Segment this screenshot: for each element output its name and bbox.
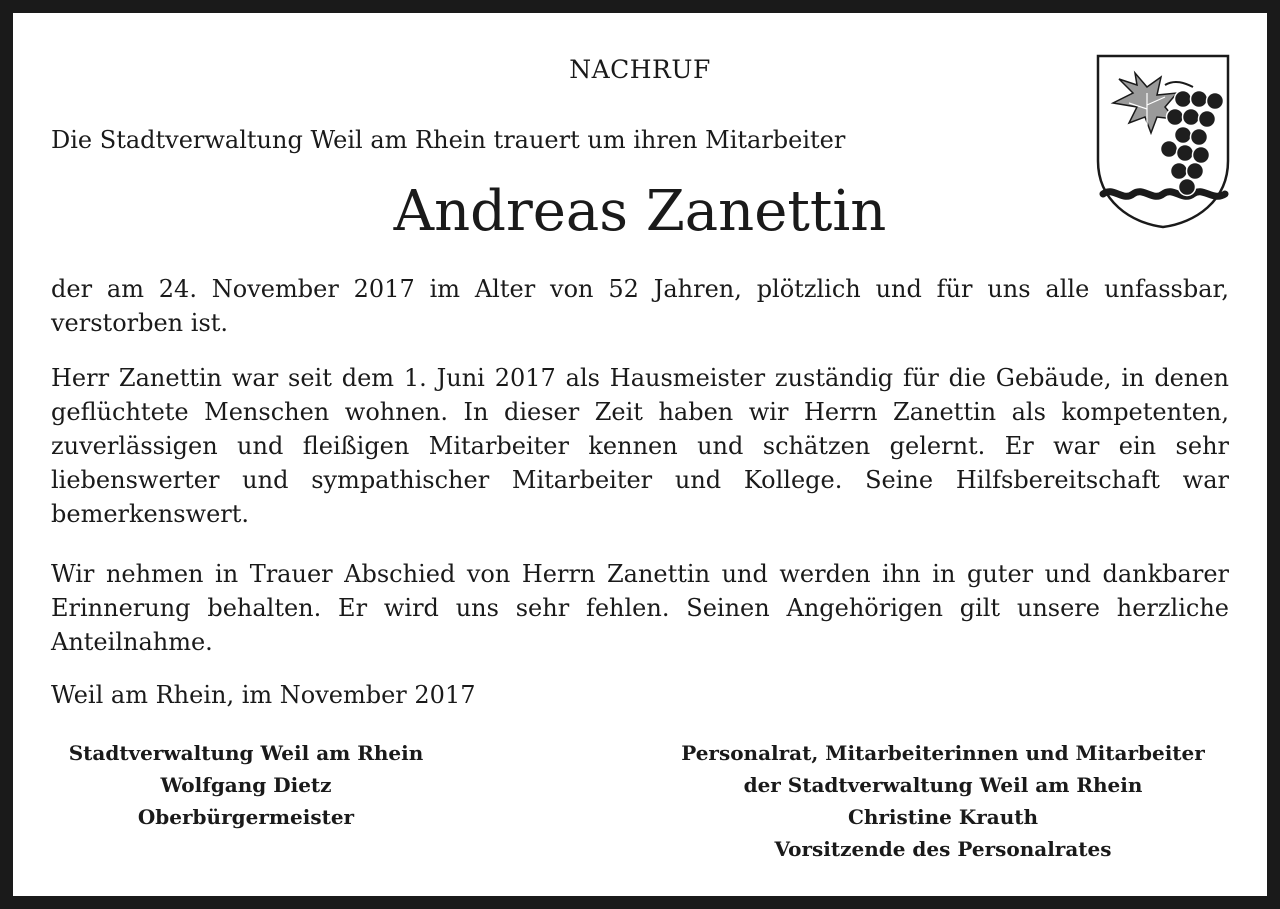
grape-berry [1187, 163, 1204, 180]
signature-right-line: Christine Krauth [847, 805, 1039, 829]
intro-line: Die Stadtverwaltung Weil am Rhein trauert um ihren Mitarbeiter [51, 126, 846, 154]
signature-left [51, 737, 441, 833]
signature-right [653, 737, 1233, 865]
signature-left-line: Wolfgang Dietz [160, 773, 332, 797]
grape-berry [1175, 91, 1192, 108]
paragraph-tribute: Herr Zanettin war seit dem 1. Juni 2017 als Hausmeister zuständig für die Gebäude, in denen geflüchtete Menschen wohnen. In dieser Zeit haben wir Herrn Zanettin als kompetenten, zuverlässigen und fleißigen Mitarbeiter kennen und schätzen gelernt. Er war ein sehr liebenswerter und sympathischer Mitarbeiter und Kollege. Seine Hilfsbereitschaft war bemerkenswert. [51, 364, 1229, 528]
notice-heading: NACHRUF [569, 55, 711, 84]
signature-right-line: Personalrat, Mitarbeiterinnen und Mitarbeiter [681, 741, 1205, 765]
grape-berry [1191, 129, 1208, 146]
place-and-date: Weil am Rhein, im November 2017 [51, 681, 476, 709]
grape-berry [1183, 109, 1200, 126]
coat-of-arms-grapes-icon [1095, 53, 1231, 229]
grape-berry [1191, 91, 1208, 108]
grape-berry [1167, 109, 1184, 126]
grape-berry [1175, 127, 1192, 144]
paragraph-death: der am 24. November 2017 im Alter von 52 Jahren, plötzlich und für uns alle unfassbar, verstorben ist. [51, 275, 1229, 337]
grape-berry [1207, 93, 1224, 110]
grape-berry [1177, 145, 1194, 162]
grape-berry [1179, 179, 1196, 196]
grape-berry [1171, 163, 1188, 180]
obituary-notice [13, 13, 1267, 896]
grape-berry [1161, 141, 1178, 158]
signature-right-line: Vorsitzende des Personalrates [774, 837, 1112, 861]
grape-berry [1199, 111, 1216, 128]
signature-left-line: Oberbürgermeister [137, 805, 355, 829]
deceased-name: Andreas Zanettin [393, 179, 887, 244]
signature-right-line: der Stadtverwaltung Weil am Rhein [743, 773, 1143, 797]
grape-berry [1193, 147, 1210, 164]
paragraph-farewell: Wir nehmen in Trauer Abschied von Herrn Zanettin und werden ihn in guter und dankbarer Erinnerung behalten. Er wird uns sehr fehlen. Seinen Angehörigen gilt unsere herzliche Anteilnahme. [51, 560, 1229, 656]
signature-left-line: Stadtverwaltung Weil am Rhein [68, 741, 424, 765]
